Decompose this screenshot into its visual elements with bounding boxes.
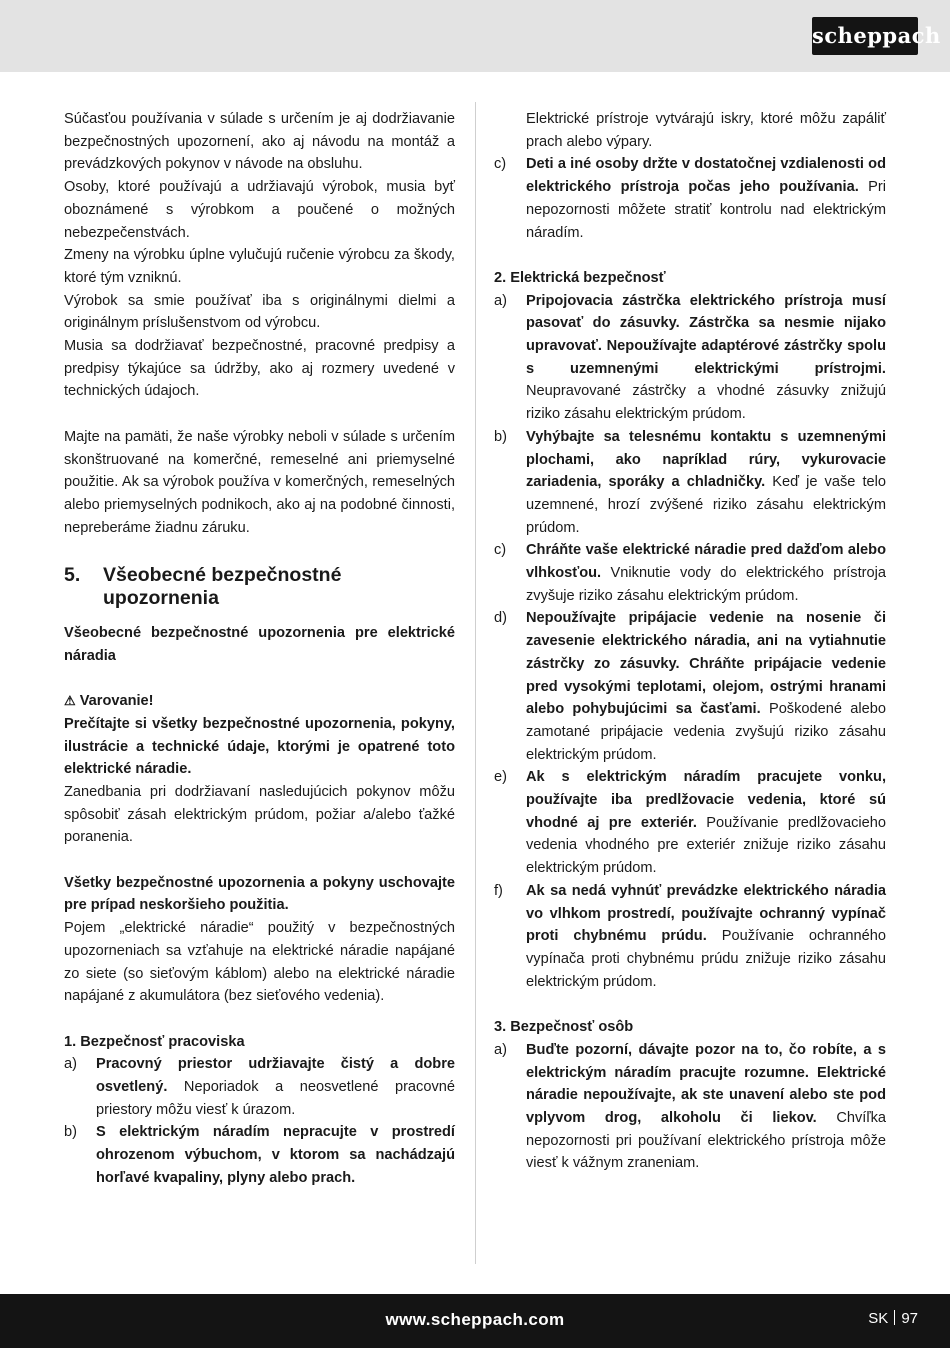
list-text-normal: Pri nepozornosti môžete stratiť kontrolu nad elektrickým náradím.: [526, 179, 887, 241]
list-text: [526, 290, 886, 426]
list-text-bold: Chráňte vaše elektrické náradie pred dažďom alebo vlhkosťou.: [526, 542, 886, 582]
subheading: Všeobecné bezpečnostné upozornenia pre elektrické náradia: [64, 625, 455, 664]
list-text-bold: Nepoužívajte pripájacie vedenie na nosenie či zavesenie elektrického náradia, ani na vytiahnutie zástrčky zo zásuvky. Chráňte pripájacie vedenie pred vysokými teplotami, olejom, ostrými hranami alebo pohybujúcimi sa časťami.: [526, 610, 886, 718]
section-title: Všeobecné bezpečnostné upozornenia: [103, 564, 342, 610]
list-text: [526, 426, 886, 540]
brand-logo: scheppach: [812, 17, 918, 55]
list-marker: a): [494, 1041, 507, 1058]
list-item: [494, 426, 886, 540]
list-text: [96, 1121, 455, 1189]
list-text-normal: Neupravované zástrčky a vhodné zásuvky znižujú riziko zásahu elektrickým prúdom.: [526, 383, 886, 423]
list-marker: c): [494, 542, 507, 559]
list-text-bold: S elektrickým náradím nepracujte v prostredí ohrozenom výbuchom, v ktorom sa nachádzajú horľavé kvapaliny, plyny alebo prach.: [96, 1124, 455, 1186]
keep-text: Pojem „elektrické náradie“ použitý v bezpečnostných upozorneniach sa vzťahuje na elektrické náradie napájané zo siete (so sieťovým káblom) alebo na elektrické náradie napájané z akumulátora (bez sieťového vedenia).: [64, 920, 455, 1005]
list-text: [526, 607, 886, 766]
paragraph: Osoby, ktoré používajú a udržiavajú výrobok, musia byť oboznámené s výrobkom a poučené o možných nebezpečenstvách.: [64, 179, 455, 241]
list-text: [526, 539, 886, 607]
warning-bold: Prečítajte si všetky bezpečnostné upozornenia, pokyny, ilustrácie a technické údaje, ktorými je opatrené toto elektrické náradie.: [64, 715, 455, 778]
left-column: [64, 108, 455, 1190]
language-code: SK: [868, 1310, 889, 1327]
list-text-normal: Neporiadok a neosvetlené pracovné priestory môžu viesť k úrazom.: [96, 1079, 455, 1118]
warning-text: Zanedbania pri dodržiavaní nasledujúcich pokynov môžu spôsobiť zásah elektrickým prúdom, požiar a/alebo ťažké poranenia.: [64, 783, 455, 846]
list-text-bold: Ak sa nedá vyhnúť prevádzke elektrického náradia vo vlhkom prostredí, používajte ochranný vypínač proti chybnému prúdu.: [526, 882, 886, 945]
list-text-normal: Chvíľka nepozornosti pri používaní elektrického prístroja môže viesť k vážnym zraneniam.: [526, 1109, 887, 1172]
paragraph: Musia sa dodržiavať bezpečnostné, pracovné predpisy a predpisy týkajúce sa údržby, ako aj rozmery uvedené v technických údajoch.: [64, 338, 455, 400]
list-text-bold: Buďte pozorní, dávajte pozor na to, čo robíte, a s elektrickým náradím pracujte rozumne. Elektrické náradie nepoužívajte, ak ste unavení alebo ste pod vplyvom drog, alkoholu či liekov.: [526, 1041, 886, 1126]
list-item: [494, 153, 886, 244]
page-indicator: [868, 1310, 918, 1327]
keep-bold: Všetky bezpečnostné upozornenia a pokyny uschovajte pre prípad neskoršieho použitia.: [64, 874, 455, 914]
list-text-bold: Pracovný priestor udržiavajte čistý a dobre osvetlený.: [96, 1056, 455, 1096]
subsection-heading: 3. Bezpečnosť osôb: [494, 1019, 634, 1036]
header-bar: [0, 0, 950, 72]
section-number: 5.: [64, 564, 81, 587]
list-marker: a): [494, 292, 507, 309]
paragraph: Súčasťou používania v súlade s určením je aj dodržiavanie bezpečnostných upozornení, ako aj návodu na montáž a prevádzkových pokynov v návode na obsluhu.: [64, 111, 455, 173]
list-item: [494, 1039, 886, 1175]
list-text-bold: Vyhýbajte sa telesnému kontaktu s uzemnenými plochami, ako napríklad rúry, vykurovacie zariadenia, sporáky a chladničky.: [526, 428, 886, 491]
paragraph: Majte na pamäti, že naše výrobky neboli v súlade s určením skonštruované na komerčné, remeselné ani priemyselné použitie. Ak sa výrobok používa v komerčných, remeselných alebo priemyselných podnikoch, ako aj na podobné činnosti, nepreberáme žiadnu záruku.: [64, 428, 455, 536]
list-text: [526, 1039, 886, 1175]
list-text-normal: Keď je vaše telo uzemnené, hrozí zvýšené riziko zásahu elektrickým prúdom.: [526, 474, 886, 536]
subsection-heading: 2. Elektrická bezpečnosť: [494, 269, 666, 286]
list-text-normal: Vniknutie vody do elektrického prístroja zvyšuje riziko zásahu elektrickým prúdom.: [526, 565, 886, 604]
list-marker: b): [494, 428, 507, 445]
list-item: [494, 539, 886, 607]
list-text: [96, 1053, 455, 1121]
list-item: [494, 607, 886, 766]
list-text: [526, 153, 886, 244]
list-item: [494, 880, 886, 994]
list-item: [64, 1121, 455, 1189]
list-text-normal: Používanie ochranného vypínača proti chybnému prúdu znižuje riziko zásahu elektrickým prúdom.: [526, 928, 886, 990]
list-item: [64, 1053, 455, 1121]
list-marker: c): [494, 156, 507, 173]
list-marker: d): [494, 610, 507, 627]
list-marker: f): [494, 882, 503, 899]
warning-heading: [64, 690, 455, 713]
paragraph: Elektrické prístroje vytvárajú iskry, ktoré môžu zapáliť prach alebo výpary.: [526, 111, 886, 150]
subsection-heading: 1. Bezpečnosť pracoviska: [64, 1033, 245, 1050]
warning-label: Varovanie!: [79, 693, 154, 710]
paragraph: Výrobok sa smie používať iba s originálnymi dielmi a originálnym príslušenstvom od výrobcu.: [64, 292, 455, 332]
footer-bar: [0, 1294, 950, 1348]
list-text-bold: Pripojovacia zástrčka elektrického prístroja musí pasovať do zásuvky. Zástrčka sa nesmie nijako upravovať. Nepoužívajte adaptérové zástrčky spolu s uzemnenými elektrickými prístrojmi.: [526, 292, 886, 377]
list-text: [526, 880, 886, 994]
list-text-bold: Deti a iné osoby držte v dostatočnej vzdialenosti od elektrického prístroja počas jeho používania.: [526, 156, 886, 196]
paragraph: Zmeny na výrobku úplne vylučujú ručenie výrobcu za škody, ktoré tým vzniknú.: [64, 247, 455, 286]
section-heading: [64, 564, 455, 610]
column-divider: [475, 102, 476, 1264]
list-text-normal: Poškodené alebo zamotané pripájacie vedenia zvyšujú riziko zásahu elektrickým prúdom.: [526, 701, 886, 763]
separator: [894, 1310, 895, 1325]
list-item: [494, 290, 886, 426]
list-marker: b): [64, 1124, 77, 1141]
page-number: 97: [901, 1310, 918, 1327]
list-text-normal: Používanie predlžovacieho vedenia vhodného pre exteriér znižuje riziko zásahu elektrickým prúdom.: [526, 814, 886, 877]
list-marker: e): [494, 769, 507, 786]
list-text-bold: Ak s elektrickým náradím pracujete vonku, používajte iba predlžovacie vedenia, ktoré sú vhodné aj pre exteriér.: [526, 769, 886, 831]
list-marker: a): [64, 1056, 77, 1073]
warning-icon: ⚠: [64, 693, 76, 709]
list-text: [526, 766, 886, 880]
website-url: www.scheppach.com: [385, 1310, 565, 1329]
right-column: [494, 108, 886, 1175]
list-item: [494, 766, 886, 880]
